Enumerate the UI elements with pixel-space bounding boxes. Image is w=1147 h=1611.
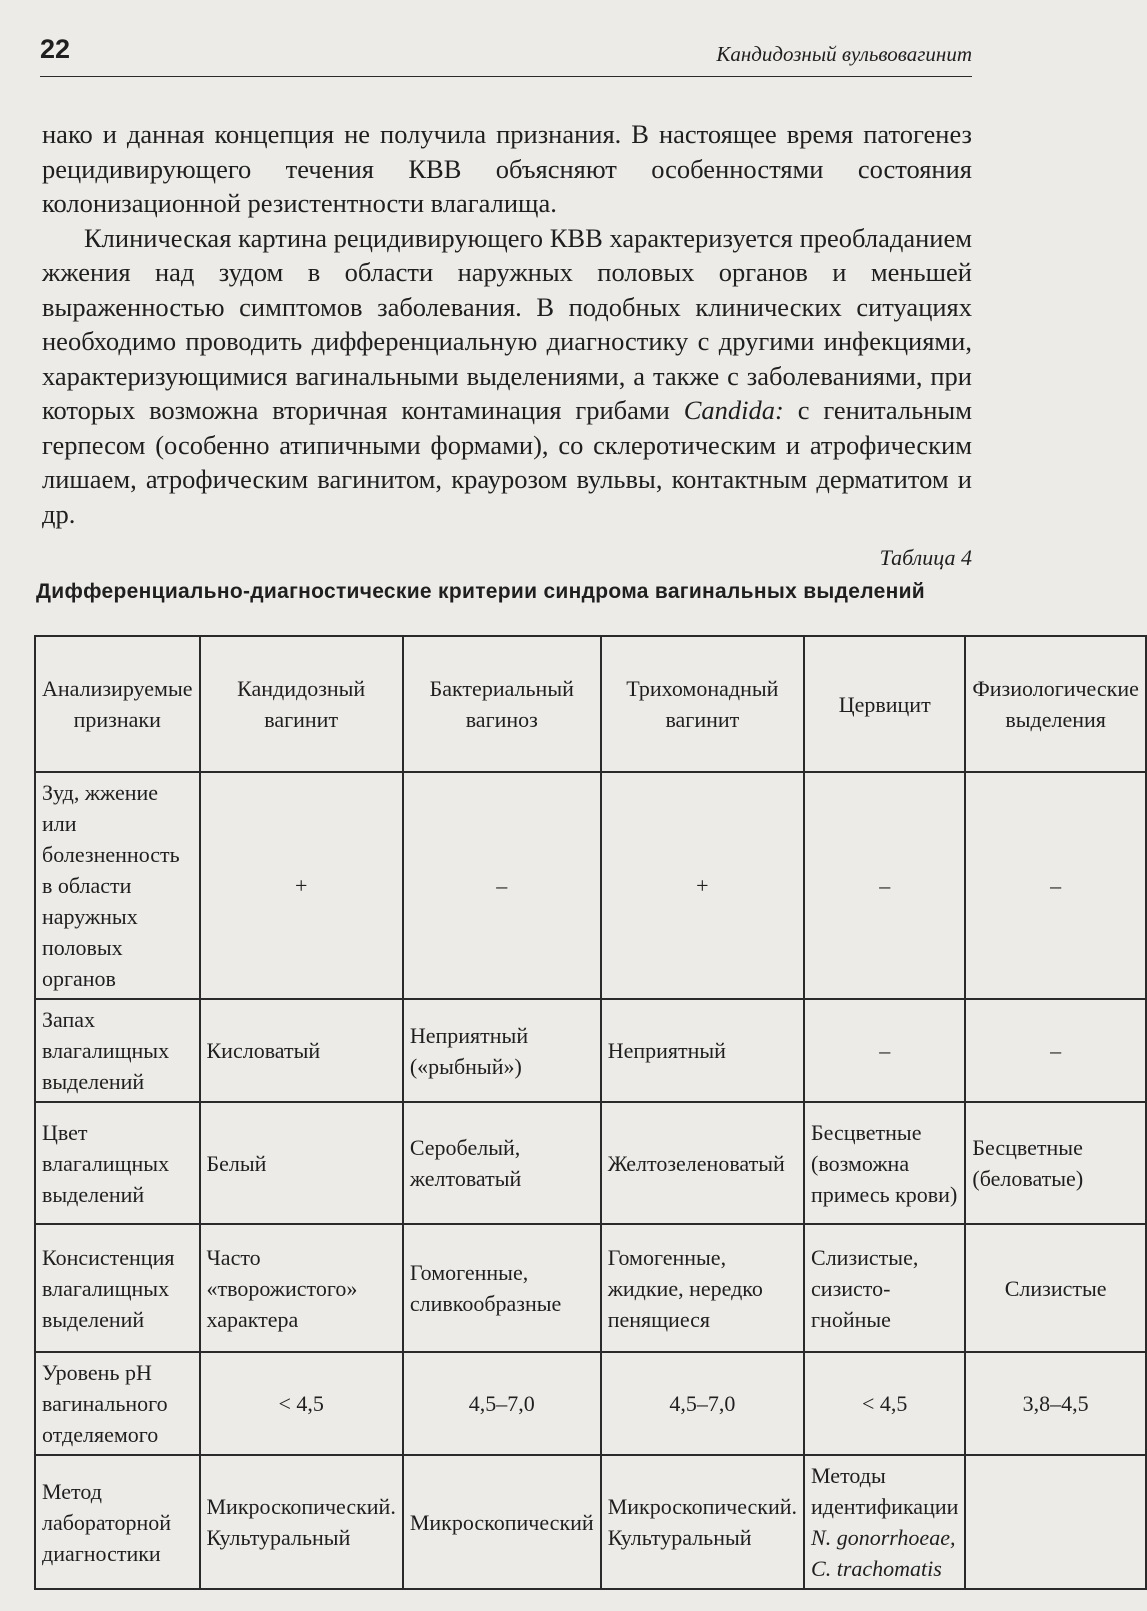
table-row-label: Запах влагалищных выделений <box>35 999 200 1102</box>
table-header-cell: Анализируемые признаки <box>35 636 200 772</box>
paragraph-2 <box>42 221 972 532</box>
table-cell: Кисловатый <box>200 999 403 1102</box>
table-header-cell: Физиологические выделения <box>965 636 1145 772</box>
table-cell: Микроскопический. Культуральный <box>601 1455 804 1589</box>
running-title: Кандидозный вульвовагинит <box>716 42 972 66</box>
table-cell: + <box>601 772 804 999</box>
table-cell: 4,5–7,0 <box>601 1352 804 1455</box>
paragraph-2-text-before: Клиническая картина рецидивирующего КВВ характеризуется преобладанием жжения над зудом в области наружных половых органов и меньшей выраженностью симптомов заболевания. В подобных клинических ситуациях необходимо проводить дифференциальную диагностику с другими инфекциями, характеризующимися вагинальными выделениями, а также с заболеваниями, при которых возможна вторичная контаминация грибами <box>42 222 972 425</box>
table-header-cell: Кандидозный вагинит <box>200 636 403 772</box>
table-header-cell: Бактериальный вагиноз <box>403 636 601 772</box>
table-row <box>35 1455 1146 1589</box>
page-number: 22 <box>40 34 71 64</box>
table-row <box>35 772 1146 999</box>
table-cell: Гомогенные, сливкообразные <box>403 1224 601 1352</box>
table-row-label: Метод лабораторной диагностики <box>35 1455 200 1589</box>
table-row <box>35 1352 1146 1455</box>
organism-name: C. trachomatis <box>811 1556 942 1581</box>
table-cell: – <box>965 999 1145 1102</box>
table-row-label: Цвет влагалищных выделений <box>35 1102 200 1224</box>
table-row <box>35 1102 1146 1224</box>
table-header-row <box>35 636 1146 772</box>
body-text <box>42 117 972 531</box>
table-cell: Бесцветные (беловатые) <box>965 1102 1145 1224</box>
table-cell: – <box>804 999 965 1102</box>
table-cell: Слизистые, сизисто-гнойные <box>804 1224 965 1352</box>
table-cell: – <box>965 772 1145 999</box>
paragraph-2-italic-term: Candida: <box>683 395 784 425</box>
table-cell: Неприятный <box>601 999 804 1102</box>
table-row <box>35 999 1146 1102</box>
table-cell: Гомогенные, жидкие, нередко пенящиеся <box>601 1224 804 1352</box>
table-cell: Неприятный («рыбный») <box>403 999 601 1102</box>
paragraph-1: нако и данная концепция не получила признания. В настоящее время патогенез рецидивирующего течения КВВ объясняют особенностями состояния колонизационной резистентности влагалища. <box>42 119 972 218</box>
table-cell <box>965 1455 1145 1589</box>
table-row-label: Уровень pH вагинального отделяемого <box>35 1352 200 1455</box>
table-cell: Белый <box>200 1102 403 1224</box>
table-cell: < 4,5 <box>200 1352 403 1455</box>
method-text: Методы идентификации <box>811 1463 959 1519</box>
table-label: Таблица 4 <box>879 545 972 570</box>
table-header-cell: Трихомонадный вагинит <box>601 636 804 772</box>
table-cell: Желтозеленоватый <box>601 1102 804 1224</box>
table-cell: 4,5–7,0 <box>403 1352 601 1455</box>
table-cell: Часто «творожистого» характера <box>200 1224 403 1352</box>
table-row <box>35 1224 1146 1352</box>
page-header <box>40 34 972 77</box>
table-cell: + <box>200 772 403 999</box>
table-cell: Микроскопический. Культуральный <box>200 1455 403 1589</box>
table-cell: 3,8–4,5 <box>965 1352 1145 1455</box>
organism-name: N. gonorrhoeae, <box>811 1525 956 1550</box>
paragraph-2-text-after: с генитальным герпесом (особенно атипичными формами), со склеротическим и атрофическим лишаем, атрофическим вагинитом, краурозом вульвы, контактным дерматитом и др. <box>42 395 972 529</box>
table-cell-cervicitis-method <box>804 1455 965 1589</box>
table-cell: < 4,5 <box>804 1352 965 1455</box>
table-cell: Серобелый, желтоватый <box>403 1102 601 1224</box>
table-caption: Дифференциально-диагностические критерии синдрома вагинальных выделений <box>36 580 926 603</box>
table-cell: Микроскопический <box>403 1455 601 1589</box>
table-row-label: Консистенция влагалищных выделений <box>35 1224 200 1352</box>
table-row-label: Зуд, жжение или болезненность в области наружных половых органов <box>35 772 200 999</box>
table-cell: Бесцветные (возможна примесь крови) <box>804 1102 965 1224</box>
table-cell: – <box>804 772 965 999</box>
table-header-cell: Цервицит <box>804 636 965 772</box>
diagnostic-table <box>34 635 1147 1590</box>
table-cell: – <box>403 772 601 999</box>
table-cell: Слизистые <box>965 1224 1145 1352</box>
